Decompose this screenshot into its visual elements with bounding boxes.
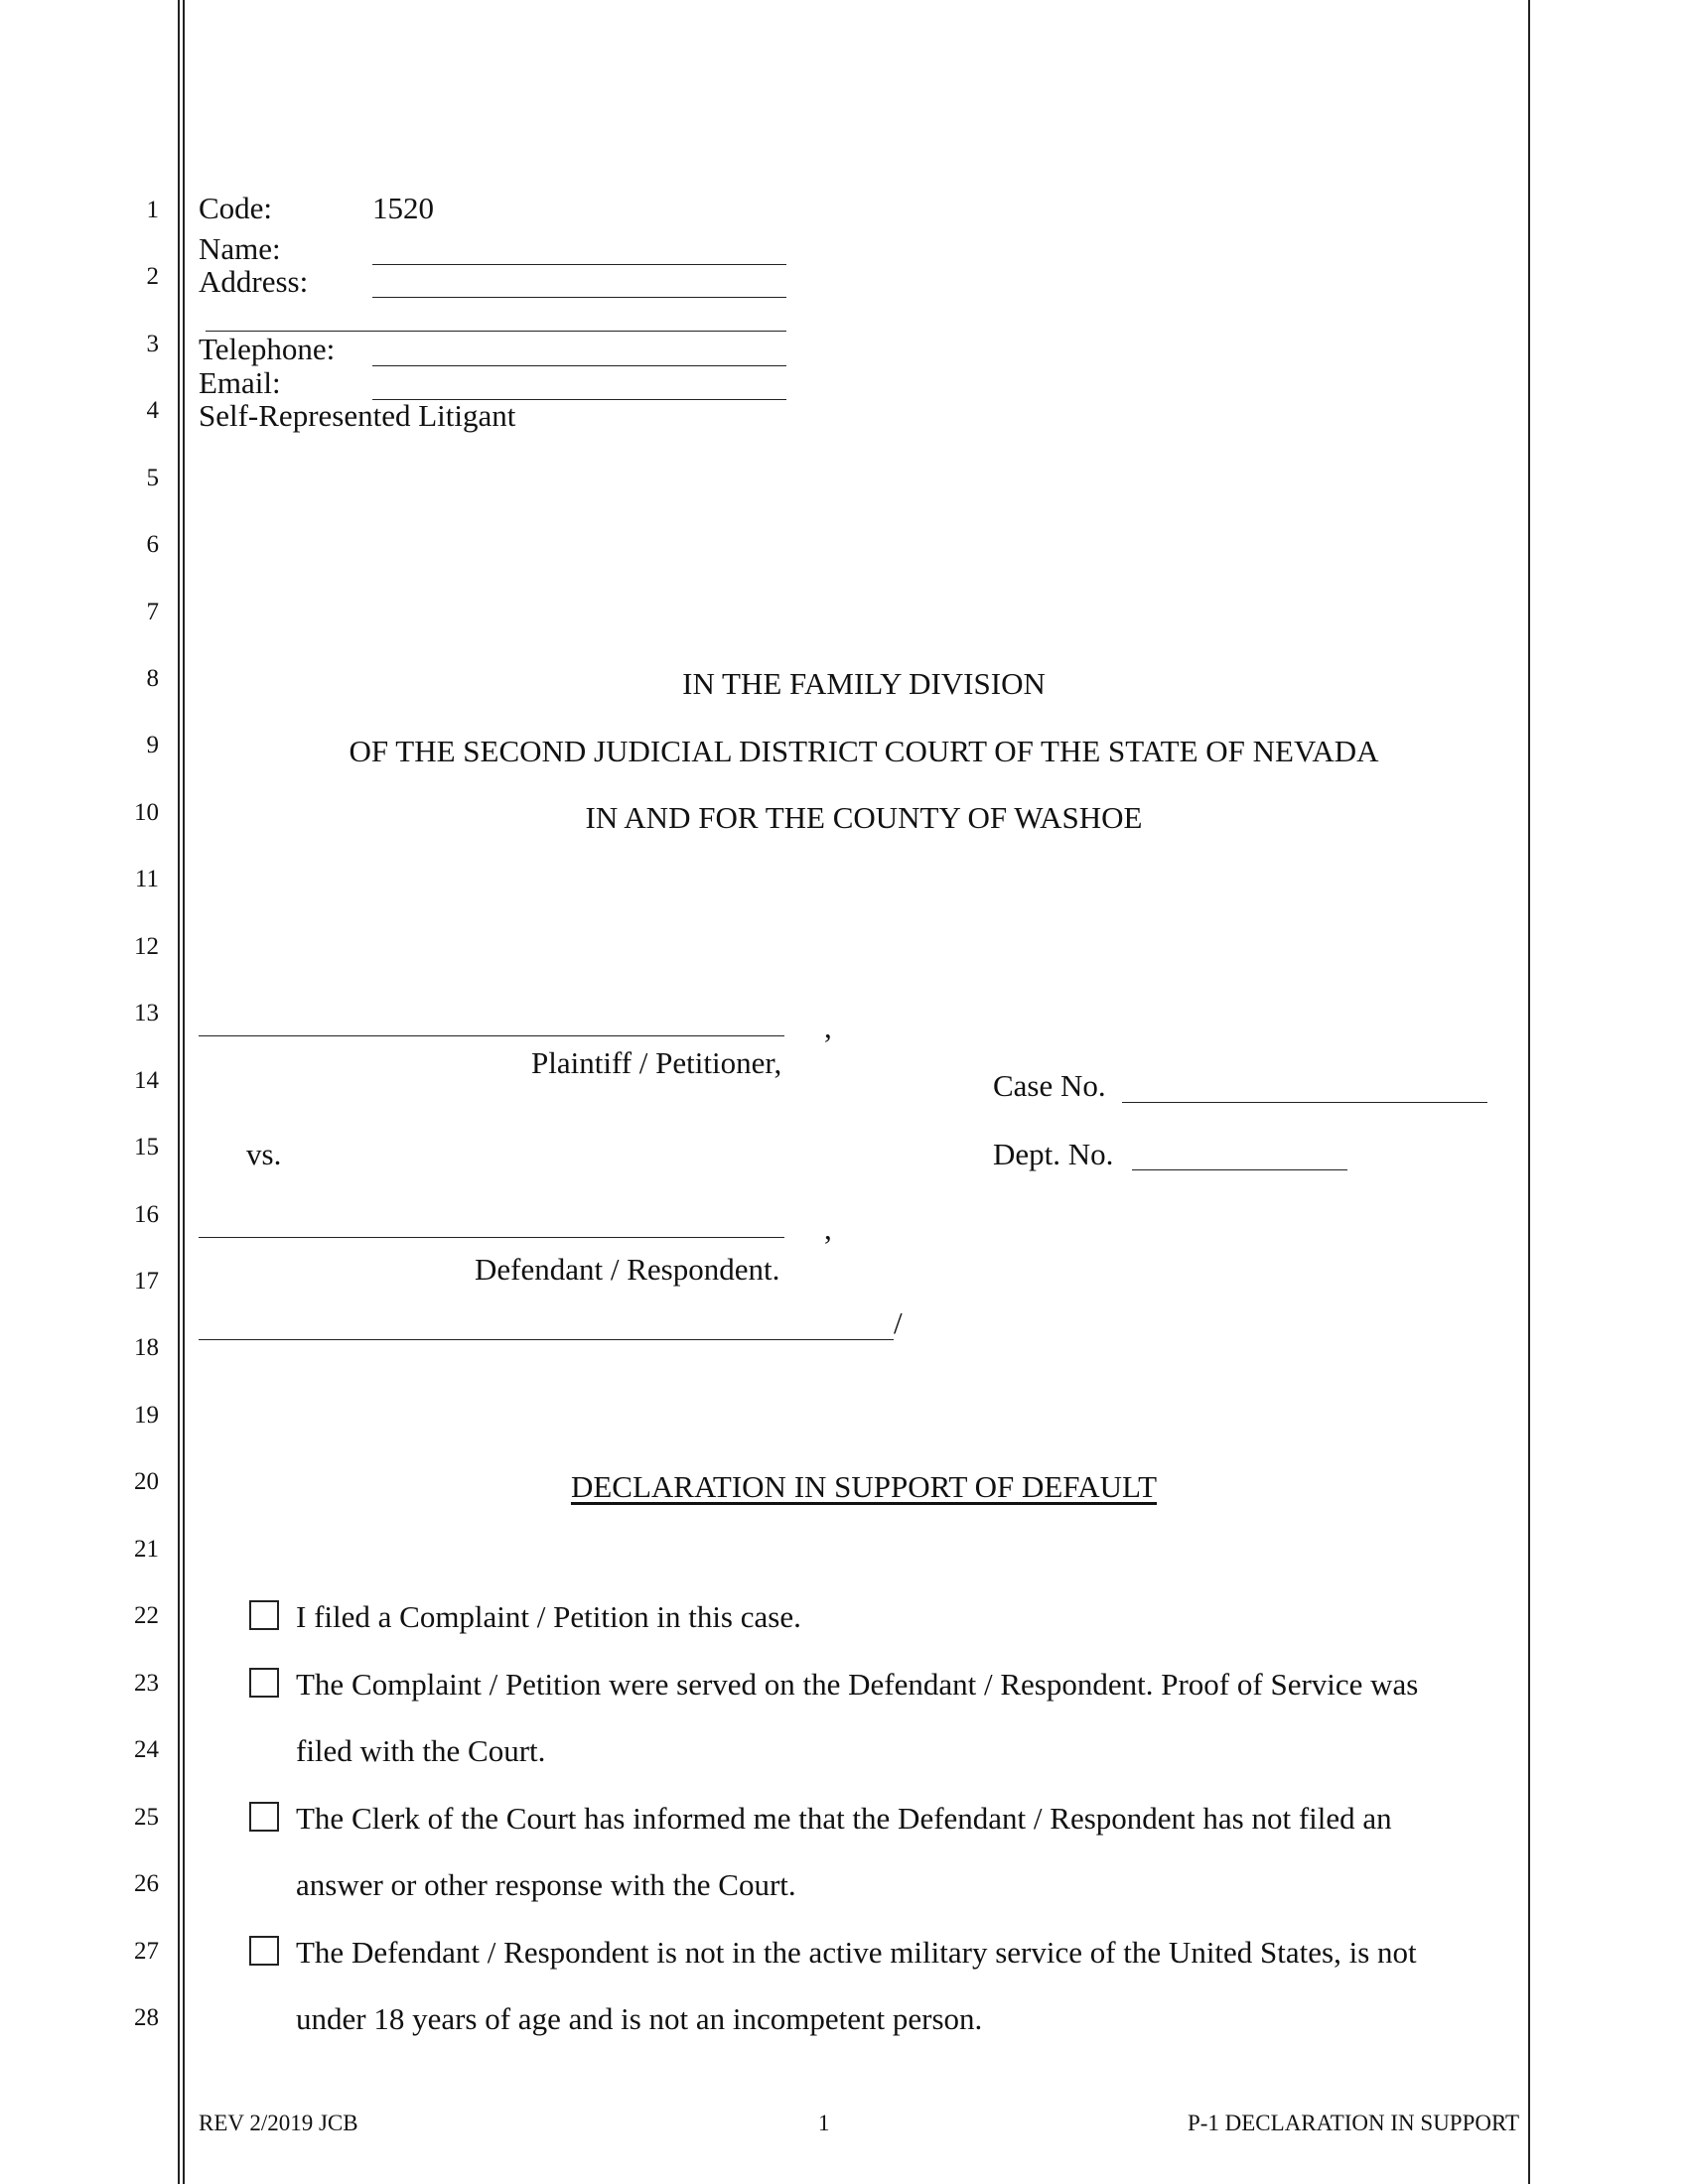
footer-revision: REV 2/2019 JCB (199, 2111, 358, 2135)
document-title: DECLARATION IN SUPPORT OF DEFAULT (570, 1469, 1158, 1504)
court-division: IN THE FAMILY DIVISION (682, 666, 1046, 701)
code-label: Code: (199, 191, 273, 225)
department-number-field[interactable] (1132, 1169, 1347, 1170)
line-number: 18 (134, 1334, 159, 1361)
item-2-checkbox[interactable] (249, 1668, 279, 1698)
plaintiff-comma: , (824, 1010, 832, 1044)
line-number: 12 (134, 933, 159, 960)
line-number: 13 (134, 1000, 159, 1026)
line-number: 20 (134, 1468, 159, 1495)
telephone-label: Telephone: (199, 332, 336, 366)
line-number: 26 (134, 1870, 159, 1897)
item-4-checkbox[interactable] (249, 1936, 279, 1966)
case-number-label: Case No. (993, 1068, 1106, 1103)
item-1-text: I filed a Complaint / Petition in this case. (296, 1599, 801, 1634)
plaintiff-name-field[interactable] (199, 1035, 784, 1036)
versus-label: vs. (246, 1137, 282, 1171)
telephone-field[interactable] (372, 365, 786, 366)
address-label: Address: (199, 264, 309, 299)
item-4-text: The Defendant / Respondent is not in the active military service of the United States, is not (296, 1935, 1417, 1970)
line-number: 25 (134, 1804, 159, 1831)
case-number-field[interactable] (1122, 1102, 1487, 1103)
left-margin-rule-inner (183, 0, 185, 2184)
court-county: IN AND FOR THE COUNTY OF WASHOE (585, 800, 1143, 835)
line-number: 8 (146, 665, 159, 692)
name-field[interactable] (372, 264, 786, 265)
plaintiff-label: Plaintiff / Petitioner, (531, 1045, 782, 1080)
line-number: 7 (146, 599, 159, 625)
line-number: 22 (134, 1602, 159, 1629)
defendant-label: Defendant / Respondent. (475, 1252, 780, 1287)
line-number: 15 (134, 1134, 159, 1160)
line-number: 9 (146, 732, 159, 758)
item-1-checkbox[interactable] (249, 1600, 279, 1630)
item-2-text: The Complaint / Petition were served on the Defendant / Respondent. Proof of Service was (296, 1667, 1419, 1702)
caption-slash: / (894, 1305, 903, 1340)
department-number-label: Dept. No. (993, 1137, 1114, 1171)
court-name: OF THE SECOND JUDICIAL DISTRICT COURT OF THE STATE OF NEVADA (349, 734, 1379, 768)
footer-form-title: P-1 DECLARATION IN SUPPORT (1187, 2111, 1519, 2135)
defendant-comma: , (824, 1211, 832, 1246)
line-number: 4 (146, 397, 159, 424)
litigant-status: Self-Represented Litigant (199, 398, 516, 433)
code-value: 1520 (372, 191, 434, 225)
line-number: 28 (134, 2004, 159, 2031)
item-4-text-continued: under 18 years of age and is not an incompetent person. (296, 2001, 983, 2036)
line-number: 3 (146, 331, 159, 357)
caption-closing-rule (199, 1339, 894, 1340)
name-label: Name: (199, 231, 281, 266)
line-number: 27 (134, 1938, 159, 1965)
line-number: 21 (134, 1536, 159, 1563)
line-number: 5 (146, 465, 159, 491)
line-number: 11 (134, 866, 159, 892)
defendant-name-field[interactable] (199, 1237, 784, 1238)
item-3-checkbox[interactable] (249, 1802, 279, 1832)
address-field-line-1[interactable] (372, 297, 786, 298)
item-3-text-continued: answer or other response with the Court. (296, 1867, 796, 1902)
footer-page-number: 1 (818, 2111, 830, 2135)
right-margin-rule (1528, 0, 1530, 2184)
line-number: 14 (134, 1067, 159, 1094)
line-number: 23 (134, 1670, 159, 1697)
line-number: 24 (134, 1736, 159, 1763)
item-3-text: The Clerk of the Court has informed me that the Defendant / Respondent has not filed an (296, 1801, 1392, 1836)
line-number: 1 (146, 197, 159, 223)
line-number: 6 (146, 531, 159, 558)
email-label: Email: (199, 365, 281, 400)
line-number: 17 (134, 1268, 159, 1295)
line-number: 19 (134, 1402, 159, 1429)
left-margin-rule-outer (178, 0, 180, 2184)
line-number: 16 (134, 1201, 159, 1228)
item-2-text-continued: filed with the Court. (296, 1733, 546, 1768)
line-number: 10 (134, 799, 159, 826)
line-number: 2 (146, 263, 159, 290)
